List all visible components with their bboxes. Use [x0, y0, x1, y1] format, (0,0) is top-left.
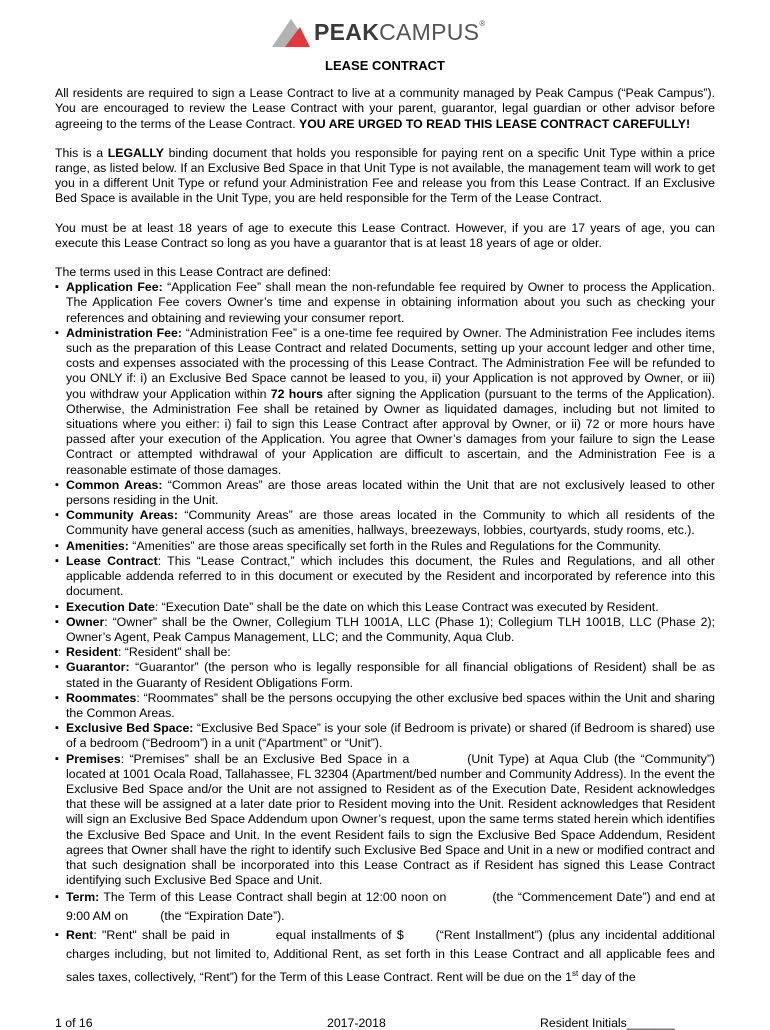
peak-logo-icon: [272, 17, 310, 47]
terms-intro: The terms used in this Lease Contract are defined:: [55, 265, 332, 280]
footer-year: 2017-2018: [327, 1016, 386, 1030]
term-lease-contract: ▪ Lease Contract: This “Lease Contract,” which includes this document, the Rules and Regulations, and all other applicable addenda referred to in this document or executed by the Resident and incorporated by reference into this document.: [55, 554, 715, 600]
document-body: [55, 58, 715, 987]
term-community-areas: ▪ Community Areas: “Community Areas” are those areas located in the Community to which all residents of the Community have general access (such as amenities, hallways, breezeways, lobbies, courtyards, study rooms, etc.).: [55, 508, 715, 538]
term-guarantor: ▪ Guarantor: “Guarantor” (the person who is legally responsible for all financial obligations of Resident) shall be as stated in the Guaranty of Resident Obligations Form.: [55, 660, 715, 690]
term-premises: ▪ Premises: “Premises” shall be an Exclusive Bed Space in a (Unit Type) at Aqua Club (the “Community”) located at 1001 Ocala Road, Tallahassee, FL 32304 (Apartment/bed number and Community Address). In the event the Exclusive Bed Space and/or the Unit are not assigned to Resident as of the Execution Date, Resident acknowledges that these will be assigned at a later date prior to Resident moving into the Unit. Resident acknowledges that Resident will sign an Exclusive Bed Space Addendum upon Owner’s request, upon the same terms stated herein which identifies the Exclusive Bed Space and Unit. In the event Resident fails to sign the Exclusive Bed Space Addendum, Resident agrees that Owner shall have the right to identify such Exclusive Bed Space and Unit in a new or modified contract and that such designation shall be incorporated into this Lease Contract as if Resident has signed this Lease Contract identifying such Exclusive Bed Space and Unit.: [55, 752, 715, 889]
intro-paragraph-3: You must be at least 18 years of age to execute this Lease Contract. However, if you are 17 years of age, you can execute this Lease Contract so long as you have a guarantor that is at least 18 years of age or older.: [55, 220, 715, 250]
term-application-fee: ▪ Application Fee: “Application Fee” shall mean the non-refundable fee required by Owner to process the Application. The Application Fee covers Owner’s time and expense in obtaining information about you such as checking your references and obtaining and reviewing your consumer report.: [55, 280, 715, 326]
intro-paragraph-2: This is a LEGALLY binding document that holds you responsible for paying rent on a specific Unit Type within a price range, as listed below. If an Exclusive Bed Space in that Unit Type is not available, the management team will work to get you in a different Unit Type or refund your Administration Fee and release you from this Lease Contract. If an Exclusive Bed Space is available in the Unit Type, you are held responsible for the Term of the Lease Contract.: [55, 145, 715, 206]
resident-initials: Resident Initials_______: [540, 1016, 675, 1030]
term-rent: ▪ Rent: "Rent" shall be paid in equal installments of $ (“Rent Installment”) (plus any incidental additional charges including, but not limited to, Additional Rent, as set forth in this Lease Contract and all applicable fees and sales taxes, collectively, “Rent”) for the Term of this Lease Contract. Rent will be due on the 1st day of the: [55, 926, 715, 987]
term-execution-date: ▪ Execution Date: “Execution Date” shall be the date on which this Lease Contract was executed by Resident.: [55, 600, 715, 615]
page-number: 1 of 16: [55, 1016, 93, 1030]
term-exclusive-bed-space: ▪ Exclusive Bed Space: “Exclusive Bed Space” is your sole (if Bedroom is private) or shared (if Bedroom is shared) use of a bedroom (“Bedroom”) in a unit (“Apartment” or “Unit”).: [55, 721, 715, 751]
term-roommates: ▪ Roommates: “Roommates” shall be the persons occupying the other exclusive bed spaces within the Unit and sharing the Common Areas.: [55, 691, 715, 721]
peak-campus-logo: [272, 15, 486, 49]
term-resident: ▪ Resident: “Resident” shall be:: [55, 645, 715, 660]
term-amenities: ▪ Amenities: “Amenities” are those areas specifically set forth in the Rules and Regulations for the Community.: [55, 539, 715, 554]
brand-wordmark: PEAKCAMPUS®: [314, 18, 486, 45]
term-administration-fee: ▪ Administration Fee: “Administration Fee” is a one-time fee required by Owner. The Administration Fee includes items such as the preparation of this Lease Contract and related Documents, setting up your account ledger and other time, costs and expenses associated with the processing of this Lease Contract. The Administration Fee will be refunded to you ONLY if: i) an Exclusive Bed Space cannot be leased to you, ii) your Application is not approved by Owner, or iii) you withdraw your Application within 72 hours after signing the Application (pursuant to the terms of the Application). Otherwise, the Administration Fee shall be retained by Owner as liquidated damages, including but not limited to situations where you either: i) fail to sign this Lease Contract after approval by Owner, or ii) 72 or more hours have passed after your execution of the Application. You agree that Owner’s damages from your failure to sign the Lease Contract or attempted withdrawal of your Application are difficult to ascertain, and the Administration Fee is a reasonable estimate of those damages.: [55, 326, 715, 478]
term-common-areas: ▪ Common Areas: “Common Areas” are those areas located within the Unit that are not exclusively leased to other persons residing in the Unit.: [55, 478, 715, 508]
page-title: LEASE CONTRACT: [325, 58, 445, 73]
terms-list: [55, 280, 715, 987]
term-term: ▪ Term: The Term of this Lease Contract shall begin at 12:00 noon on (the “Commencement Date”) and end at 9:00 AM on (the “Expiration Date”).: [55, 888, 715, 926]
intro-paragraph-1: All residents are required to sign a Lease Contract to live at a community managed by Peak Campus (“Peak Campus”). You are encouraged to review the Lease Contract with your parent, guarantor, legal guardian or other advisor before agreeing to the terms of the Lease Contract. YOU ARE URGED TO READ THIS LEASE CONTRACT CAREFULLY!: [55, 86, 715, 131]
term-owner: ▪ Owner: “Owner” shall be the Owner, Collegium TLH 1001A, LLC (Phase 1); Collegium TLH 1001B, LLC (Phase 2); Owner’s Agent, Peak Campus Management, LLC; and the Community, Aqua Club.: [55, 615, 715, 645]
